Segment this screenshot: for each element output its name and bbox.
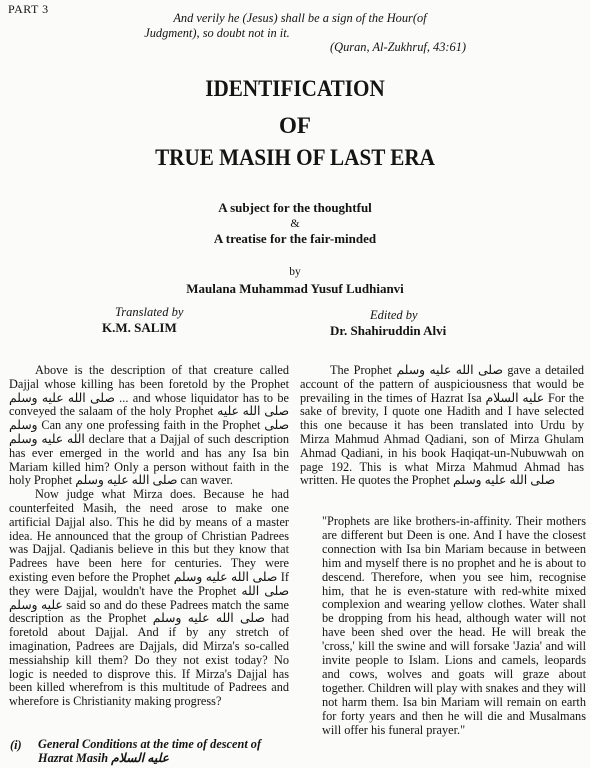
title-line-3: TRUE MASIH OF LAST ERA	[155, 145, 435, 170]
right-column	[300, 364, 584, 488]
title-line-2: OF	[279, 113, 311, 138]
hadith-quote: "Prophets are like brothers-in-affinity. Their mothers are different but Deen is one. And I have the closest connection with Isa bin Mariam because in between him and myself there is no prophet and he is about to descend. Therefore, when you see him, recognise him, that he is even-stature with red-white mixed complexion and wearing yellow clothes. Water shall be dropping from his head, although water will not have been shed over the head. He will break the 'cross,' kill the swine and will forsake 'Jazia' and will invite people to Islam. Lions and camels, leopards and cows, wolves and goats will graze about together. Children will play with snakes and they will not harm them. Isa bin Mariam will remain on earth for forty years and then he will die and Musalmans will offer his funeral prayer."	[322, 514, 586, 737]
translator-name: K.M. SALIM	[102, 320, 177, 335]
title-line-1: IDENTIFICATION	[205, 76, 385, 101]
author-name: Maulana Muhammad Yusuf Ludhianvi	[186, 281, 404, 296]
section-number: (i)	[10, 738, 22, 752]
epigraph-line-1: And verily he (Jesus) shall be a sign of the Hour(of	[173, 11, 427, 25]
left-column	[9, 364, 289, 709]
left-paragraph-2: Now judge what Mirza does. Because he had counterfeited Masih, the need arose to make one artificial Dajjal also. This he did by means of a master idea. He announced that the group of Christian Padrees was Dajjal. Qadianis believe in this but they know that Padrees have been here for centuries. They were existing even before the Prophet صلى الله عليه وسلم If they were Dajjal, wouldn't have the Prophet صلى الله عليه وسلم said so and do these Padrees match the same description as the Prophet صلى الله عليه وسلم had foretold about Dajjal. And if by any stretch of imagination, Padrees are Dajjals, did Mirza's so-called messiahship kill them? Do they not exist today? No logic is needed to disprove this. If Mirza's Dajjal has been killed wherefrom is this multitude of Padrees and wherefore is Christianity making progress?	[9, 487, 289, 709]
byline-by: by	[289, 266, 301, 278]
left-paragraph-1: Above is the description of that creature called Dajjal whose killing has been foretold by the Prophet صلى الله عليه وسلم ... and whose liquidator has to be conveyed the salaam of the holy Prophet صلى الله عليه وسلم Can any one professing faith in the Prophet صلى الله عليه وسلم declare that a Dajjal of such description has ever emerged in the world and has any Isa bin Mariam killed him? Only a person without faith in the holy Prophet صلى الله عليه وسلم can waver.	[9, 363, 290, 488]
epigraph-line-2: Judgment), so doubt not in it.	[144, 25, 290, 40]
section-heading: General Conditions at the time of descent of Hazrat Masih عليه السلام	[38, 737, 262, 765]
edited-by-label: Edited by	[370, 308, 418, 322]
part-label: PART 3	[8, 2, 49, 16]
right-paragraph-1: The Prophet صلى الله عليه وسلم gave a detailed account of the pattern of auspiciousness that would be prevailing in the times of Hazrat Isa عليه السلام For the sake of brevity, I quote one Hadith and I have selected this one because it has been translated into Urdu by Mirza Mahmud Ahmad Qadiani, son of Mirza Ghulam Ahmad Qadiani, in his book Haqiqat-un-Nubuwwah on page 192. This is what Mirza Mahmud Ahmad has written. He quotes the Prophet صلى الله عليه وسلم	[300, 363, 584, 488]
editor-name: Dr. Shahiruddin Alvi	[330, 323, 447, 338]
epigraph	[0, 11, 590, 54]
subtitle-ampersand: &	[290, 216, 300, 230]
epigraph-source: (Quran, Al-Zukhruf, 43:61)	[330, 40, 467, 54]
translated-by-label: Translated by	[115, 305, 184, 319]
subtitle-line-1: A subject for the thoughtful	[218, 200, 372, 215]
subtitle-line-2: A treatise for the fair-minded	[213, 231, 377, 246]
